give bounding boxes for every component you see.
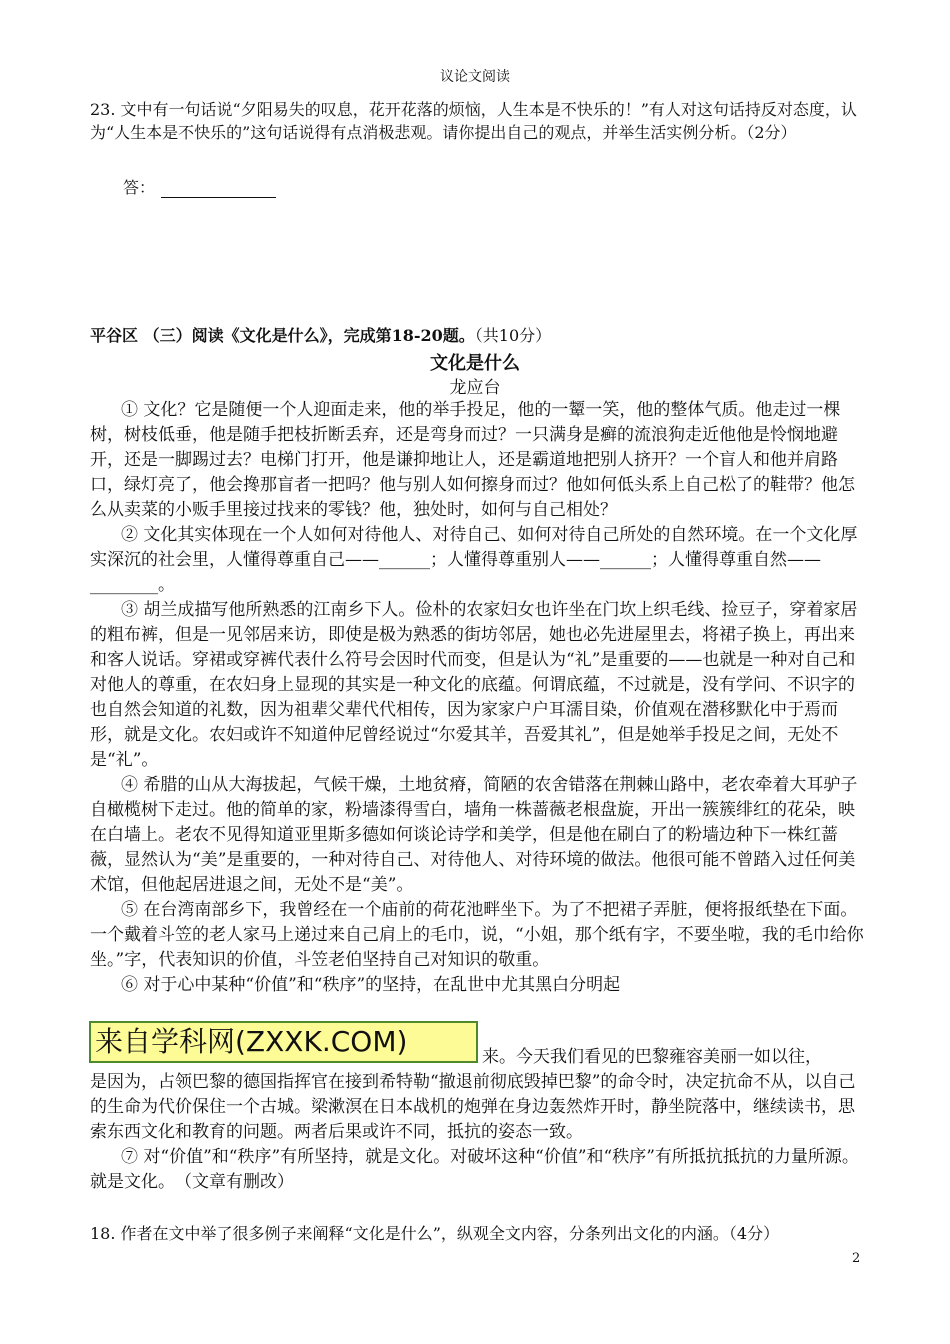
paragraph-4: ④ 希腊的山从大海拔起，气候干燥，土地贫瘠，简陋的农舍错落在荆棘山路中，老农牵着大耳驴子自橄榄树下走过。他的简单的家，粉墙漆得雪白，墙角一株蔷薇老根盘旋，开出一簇簇绯红的花朵，映在白墙上。老农不见得知道亚里斯多德如何谈论诗学和美学，但是他在刷白了的粉墙边种下一株红蔷薇，显然认为“美”是重要的，一种对待自己、对待他人、对待环境的做法。他很可能不曾踏入过任何美术馆，但他起居进退之间，无处不是“美”。 — [90, 775, 858, 895]
paragraph-5: ⑤ 在台湾南部乡下，我曾经在一个庙前的荷花池畔坐下。为了不把裙子弄脏，便将报纸垫在下面。一个戴着斗笠的老人家马上递过来自己肩上的毛巾，说，“小姐，那个纸有字，不要坐啦，我的毛巾给你坐。”字，代表知识的价值，斗笠老伯坚持自己对知识的敬重。 — [90, 900, 864, 970]
page-number: 2 — [852, 1251, 861, 1266]
answer-label: 答： — [123, 178, 156, 197]
article-author: 龙应台 — [449, 378, 501, 398]
paragraph-6-continued — [90, 1045, 868, 1145]
answer-blank — [161, 181, 276, 198]
article-title: 文化是什么 — [430, 353, 520, 374]
question-23: 23. 文中有一句话说“夕阳易失的叹息，花开花落的烦恼，人生本是不快乐的！”有人对这句话持反对态度，认为“人生本是不快乐的”这句话说得有点消极悲观。请你提出自己的观点，并举生活实例分析。（2分） — [90, 100, 857, 142]
paragraph-3: ③ 胡兰成描写他所熟悉的江南乡下人。俭朴的农家妇女也许坐在门坎上织毛线、捡豆子，穿着家居的粗布裤，但是一见邻居来访，即使是极为熟悉的街坊邻居，她也必先进屋里去，将裙子换上，再出来和客人说话。穿裙或穿裤代表什么符号会因时代而变，但是认为“礼”是重要的——也就是一种对自己和对他人的尊重，在农妇身上显现的其实是一种文化的底蕴。何谓底蕴，不过就是，没有学问、不识字的也自然会知道的礼数，因为祖辈父辈代代相传，因为家家户户耳濡目染，价值观在潜移默化中于焉而形，就是文化。农妇或许不知道仲尼曾经说过“尔爱其羊，吾爱其礼”，但是她举手投足之间，无处不是“礼”。 — [90, 600, 858, 770]
section-instruction: （三）阅读《文化是什么》，完成第18-20题。 — [143, 326, 475, 345]
answer-line — [123, 175, 276, 198]
section-heading — [90, 323, 551, 346]
paragraph-6-line: 来。今天我们看见的巴黎雍容美丽一如以往， — [482, 1047, 822, 1067]
paragraph-6-start: ⑥ 对于心中某种“价值”和“秩序”的坚持，在乱世中尤其黑白分明起 — [121, 975, 621, 995]
paragraph-6-rest: 是因为，占领巴黎的德国指挥官在接到希特勒“撤退前彻底毁掉巴黎”的命令时，决定抗命不从，以自己的生命为代价保住一个古城。梁漱溟在日本战机的炮弹在身边轰然炸开时，静坐院落中，继续读书，思索东西文化和教育的问题。两者后果或许不同，抵抗的姿态一致。 — [90, 1072, 856, 1142]
page-header: 议论文阅读 — [440, 69, 510, 85]
watermark-banner: 来自学科网(ZXXK.COM) — [89, 1021, 478, 1063]
paragraph-1: ① 文化？它是随便一个人迎面走来，他的举手投足，他的一颦一笑，他的整体气质。他走过一棵树，树枝低垂，他是随手把枝折断丢弃，还是弯身而过？一只满身是癣的流浪狗走近他他是怜悯地避开，还是一脚踢过去？电梯门打开，他是谦抑地让人，还是霸道地把别人挤开？一个盲人和他并肩路口，绿灯亮了，他会搀那盲者一把吗？他与别人如何擦身而过？他如何低头系上自己松了的鞋带？他怎么从卖菜的小贩手里接过找来的零钱？他，独处时，如何与自己相处？ — [90, 400, 855, 520]
paragraph-2: ② 文化其实体现在一个人如何对待他人、对待自己、如何对待自己所处的自然环境。在一个文化厚实深沉的社会里，人懂得尊重自己——______；人懂得尊重别人——______；人懂得尊重自然——________。 — [90, 525, 858, 595]
section-score: （共10分） — [474, 326, 552, 345]
question-18: 18. 作者在文中举了很多例子来阐释“文化是什么”，纵观全文内容，分条列出文化的内涵。（4分） — [90, 1224, 780, 1243]
district-label: 平谷区 — [90, 326, 139, 345]
article-end — [90, 1145, 868, 1195]
article-body — [90, 398, 868, 998]
paragraph-7: ⑦ 对“价值”和“秩序”有所坚持，就是文化。对破坏这种“价值”和“秩序”有所抵抗抵抗的力量所源。就是文化。 （文章有删改） — [90, 1147, 859, 1192]
